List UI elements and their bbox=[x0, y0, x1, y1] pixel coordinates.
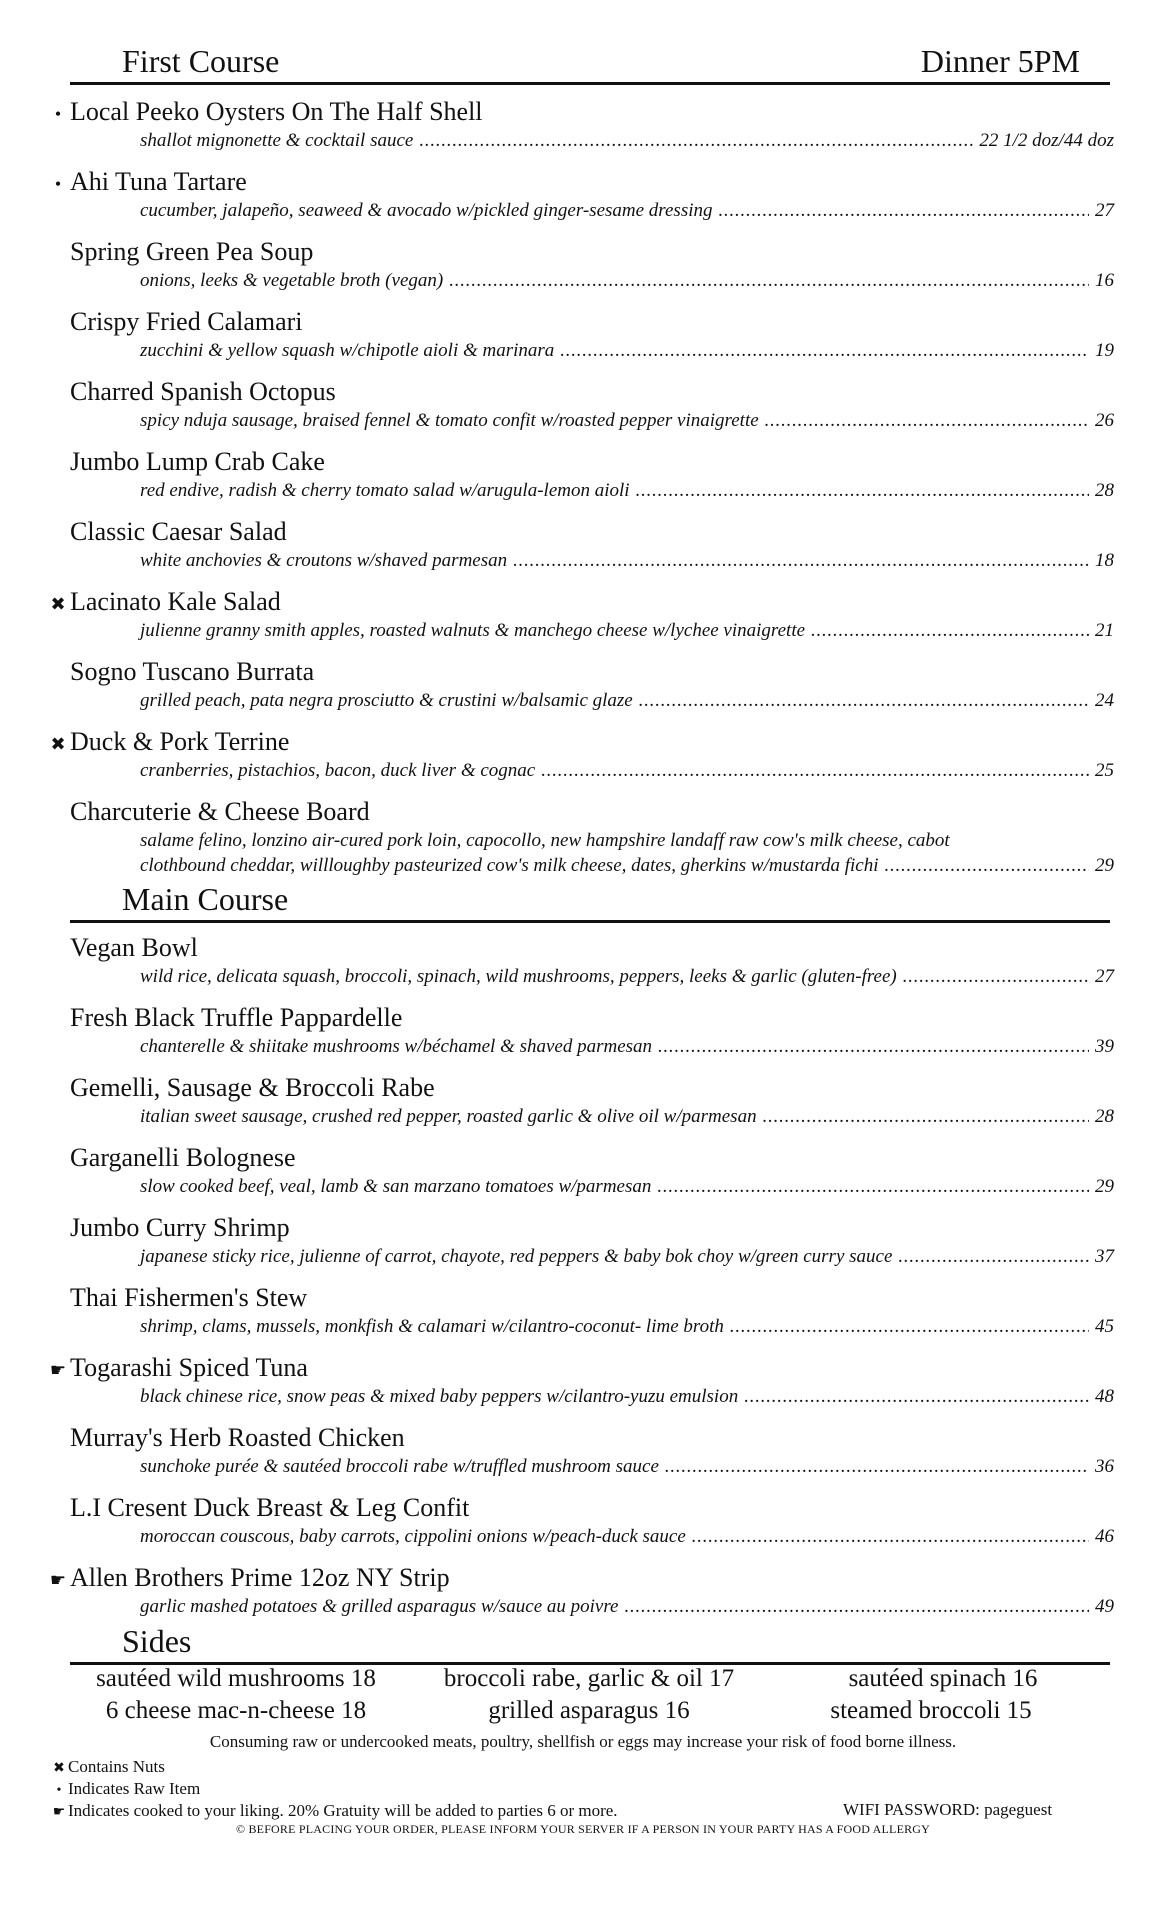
first-course-list bbox=[0, 96, 1166, 796]
item-description: garlic mashed potatoes & grilled asparagus w/sauce au poivre bbox=[140, 1596, 619, 1617]
menu-item bbox=[0, 306, 1166, 376]
dot-leader bbox=[658, 1035, 1089, 1059]
item-price: 48 bbox=[1095, 1386, 1114, 1407]
side-item: sautéed wild mushrooms 18 bbox=[96, 1665, 376, 1692]
item-price: 28 bbox=[1095, 480, 1114, 501]
item-name: Allen Brothers Prime 12oz NY Strip bbox=[70, 1563, 450, 1592]
item-description: cucumber, jalapeño, seaweed & avocado w/pickled ginger-sesame dressing bbox=[140, 200, 713, 221]
wifi-password: WIFI PASSWORD: pageguest bbox=[843, 1800, 1053, 1819]
menu-item bbox=[0, 166, 1166, 236]
menu-item bbox=[0, 446, 1166, 516]
item-description-row bbox=[140, 1035, 1114, 1059]
item-price: 19 bbox=[1095, 340, 1114, 361]
menu-item bbox=[0, 586, 1166, 656]
item-description: julienne granny smith apples, roasted walnuts & manchego cheese w/lychee vinaigrette bbox=[140, 620, 806, 641]
section-title: Sides bbox=[122, 1623, 192, 1659]
legend-item bbox=[50, 1756, 618, 1778]
raw-item-icon: • bbox=[54, 174, 62, 194]
item-name: Crispy Fried Calamari bbox=[70, 307, 303, 336]
item-description: red endive, radish & cherry tomato salad w/arugula-lemon aioli bbox=[140, 480, 630, 501]
item-description-row bbox=[140, 1595, 1114, 1619]
main-course-list bbox=[0, 932, 1166, 1632]
dot-leader bbox=[763, 1105, 1089, 1129]
item-price: 26 bbox=[1095, 410, 1114, 431]
dot-leader bbox=[560, 339, 1089, 363]
menu-item bbox=[0, 1072, 1166, 1142]
side-item: sautéed spinach 16 bbox=[848, 1665, 1038, 1692]
item-name: Charred Spanish Octopus bbox=[70, 377, 336, 406]
menu-item bbox=[0, 1492, 1166, 1562]
item-description: white anchovies & croutons w/shaved parmesan bbox=[140, 550, 508, 571]
menu-item bbox=[0, 1212, 1166, 1282]
item-description-row bbox=[140, 965, 1114, 989]
item-name: Duck & Pork Terrine bbox=[70, 727, 290, 756]
menu-item bbox=[0, 1282, 1166, 1352]
side-item: 6 cheese mac-n-cheese 18 bbox=[105, 1697, 367, 1724]
item-description-row bbox=[140, 339, 1114, 363]
item-description: japanese sticky rice, julienne of carrot, chayote, red peppers & baby bok choy w/green curry sauce bbox=[140, 1246, 893, 1267]
charcuterie-block bbox=[0, 796, 1166, 882]
dot-leader bbox=[765, 409, 1089, 433]
menu-item bbox=[0, 932, 1166, 1002]
first-course-header bbox=[70, 42, 1110, 85]
raw-food-notice: Consuming raw or undercooked meats, poultry, shellfish or eggs may increase your risk of food borne illness. bbox=[209, 1732, 957, 1751]
menu-item bbox=[0, 376, 1166, 446]
sides-list bbox=[0, 1665, 1166, 1729]
item-description-row bbox=[140, 479, 1114, 503]
item-description: grilled peach, pata negra prosciutto & crustini w/balsamic glaze bbox=[140, 690, 633, 711]
menu-item bbox=[0, 236, 1166, 306]
item-name: Garganelli Bolognese bbox=[70, 1143, 296, 1172]
allergy-notice: © BEFORE PLACING YOUR ORDER, PLEASE INFORM YOUR SERVER IF A PERSON IN YOUR PARTY HAS A FOOD ALLERGY bbox=[235, 1822, 931, 1836]
item-description-row bbox=[140, 1385, 1114, 1409]
menu-item bbox=[0, 1142, 1166, 1212]
menu-item bbox=[0, 1002, 1166, 1072]
item-price: 27 bbox=[1095, 200, 1114, 221]
item-price: 27 bbox=[1095, 966, 1114, 987]
menu-item bbox=[0, 96, 1166, 166]
item-name: Togarashi Spiced Tuna bbox=[70, 1353, 308, 1382]
item-description-row bbox=[140, 1105, 1114, 1129]
dot-leader bbox=[541, 759, 1089, 783]
item-price: 24 bbox=[1095, 690, 1114, 711]
dot-leader bbox=[513, 549, 1089, 573]
item-name: Sogno Tuscano Burrata bbox=[70, 657, 315, 686]
item-description-row bbox=[140, 549, 1114, 573]
item-description: wild rice, delicata squash, broccoli, spinach, wild mushrooms, peppers, leeks & garlic (gluten-free) bbox=[140, 966, 897, 987]
menu-item bbox=[0, 1422, 1166, 1492]
item-name: Spring Green Pea Soup bbox=[70, 237, 314, 266]
item-price: 21 bbox=[1095, 620, 1114, 641]
dot-leader bbox=[449, 269, 1089, 293]
item-description: zucchini & yellow squash w/chipotle aioli & marinara bbox=[140, 340, 555, 361]
legend-item bbox=[50, 1778, 618, 1800]
item-description-row bbox=[140, 1455, 1114, 1479]
dot-leader bbox=[719, 199, 1090, 223]
dot-leader bbox=[692, 1525, 1089, 1549]
item-description-row bbox=[140, 199, 1114, 223]
item-description: shrimp, clams, mussels, monkfish & calamari w/cilantro-coconut- lime broth bbox=[140, 1316, 724, 1337]
item-description-row bbox=[140, 1245, 1114, 1269]
item-name: Charcuterie & Cheese Board bbox=[70, 797, 370, 826]
contains-nuts-icon: ✖ bbox=[50, 594, 66, 614]
legend bbox=[50, 1756, 618, 1822]
legend-item bbox=[50, 1800, 618, 1822]
side-item: broccoli rabe, garlic & oil 17 bbox=[443, 1665, 735, 1692]
item-description-row bbox=[140, 1175, 1114, 1199]
side-item: grilled asparagus 16 bbox=[488, 1697, 690, 1724]
legend-text: Indicates Raw Item bbox=[68, 1779, 201, 1798]
contains-nuts-icon: ✖ bbox=[53, 1761, 65, 1776]
item-price: 36 bbox=[1095, 1456, 1114, 1477]
section-title: Main Course bbox=[122, 881, 289, 917]
pointing-hand-icon: ☛ bbox=[49, 1570, 67, 1590]
dot-leader bbox=[636, 479, 1089, 503]
sides-row bbox=[0, 1697, 1166, 1729]
item-description-row bbox=[140, 129, 1114, 153]
sides-row bbox=[0, 1665, 1166, 1697]
item-description: salame felino, lonzino air-cured pork loin, capocollo, new hampshire landaff raw cow's milk cheese, cabot bbox=[140, 830, 950, 851]
item-name: Ahi Tuna Tartare bbox=[70, 167, 247, 196]
item-description: onions, leeks & vegetable broth (vegan) bbox=[140, 270, 444, 291]
item-name: Local Peeko Oysters On The Half Shell bbox=[70, 97, 483, 126]
item-price: 49 bbox=[1095, 1596, 1114, 1617]
item-description-row bbox=[140, 1315, 1114, 1339]
raw-item-icon: • bbox=[54, 104, 62, 124]
dot-leader bbox=[639, 689, 1089, 713]
item-description: spicy nduja sausage, braised fennel & tomato confit w/roasted pepper vinaigrette bbox=[140, 410, 759, 431]
item-name: Classic Caesar Salad bbox=[70, 517, 287, 546]
item-name: Jumbo Curry Shrimp bbox=[70, 1213, 290, 1242]
item-description-row bbox=[140, 409, 1114, 433]
side-item: steamed broccoli 15 bbox=[830, 1697, 1032, 1724]
item-price: 25 bbox=[1095, 760, 1114, 781]
item-name: Gemelli, Sausage & Broccoli Rabe bbox=[70, 1073, 435, 1102]
item-name: Lacinato Kale Salad bbox=[70, 587, 281, 616]
raw-item-icon: • bbox=[56, 1783, 62, 1798]
pointing-hand-icon: ☛ bbox=[49, 1360, 67, 1380]
menu-item bbox=[0, 656, 1166, 726]
dot-leader bbox=[898, 1245, 1089, 1269]
item-name: Murray's Herb Roasted Chicken bbox=[70, 1423, 405, 1452]
item-price: 39 bbox=[1095, 1036, 1114, 1057]
item-description: sunchoke purée & sautéed broccoli rabe w/truffled mushroom sauce bbox=[140, 1456, 659, 1477]
item-description-row bbox=[140, 759, 1114, 783]
item-name: Vegan Bowl bbox=[70, 933, 198, 962]
item-description: shallot mignonette & cocktail sauce bbox=[140, 130, 414, 151]
item-price: 45 bbox=[1095, 1316, 1114, 1337]
item-price: 37 bbox=[1095, 1246, 1114, 1267]
section-title: First Course bbox=[122, 43, 280, 79]
item-price: 16 bbox=[1095, 270, 1114, 291]
menu-item bbox=[0, 726, 1166, 796]
item-description-row bbox=[140, 689, 1114, 713]
contains-nuts-icon: ✖ bbox=[50, 734, 66, 754]
item-description: slow cooked beef, veal, lamb & san marzano tomatoes w/parmesan bbox=[140, 1176, 652, 1197]
menu-item bbox=[0, 1352, 1166, 1422]
item-description: italian sweet sausage, crushed red pepper, roasted garlic & olive oil w/parmesan bbox=[140, 1106, 757, 1127]
item-description: cranberries, pistachios, bacon, duck liver & cognac bbox=[140, 760, 536, 781]
item-description-row bbox=[140, 854, 1114, 878]
service-time: Dinner 5PM bbox=[920, 43, 1080, 79]
item-description: black chinese rice, snow peas & mixed baby peppers w/cilantro-yuzu emulsion bbox=[140, 1386, 739, 1407]
item-price: 46 bbox=[1095, 1526, 1114, 1547]
legend-text: Contains Nuts bbox=[68, 1757, 165, 1776]
dot-leader bbox=[884, 854, 1089, 878]
item-name: Jumbo Lump Crab Cake bbox=[70, 447, 325, 476]
item-description: chanterelle & shiitake mushrooms w/béchamel & shaved parmesan bbox=[140, 1036, 653, 1057]
item-name: Thai Fishermen's Stew bbox=[70, 1283, 308, 1312]
item-description-row bbox=[140, 619, 1114, 643]
item-price: 29 bbox=[1095, 855, 1114, 876]
menu-item bbox=[0, 516, 1166, 586]
item-price: 22 1/2 doz/44 doz bbox=[979, 130, 1114, 151]
dot-leader bbox=[657, 1175, 1089, 1199]
dot-leader bbox=[811, 619, 1089, 643]
item-name: L.I Cresent Duck Breast & Leg Confit bbox=[70, 1493, 470, 1522]
item-description: moroccan couscous, baby carrots, cippolini onions w/peach-duck sauce bbox=[140, 1526, 686, 1547]
dot-leader bbox=[665, 1455, 1089, 1479]
dot-leader bbox=[419, 129, 973, 153]
sides-header bbox=[70, 1622, 1110, 1665]
item-price: 29 bbox=[1095, 1176, 1114, 1197]
dot-leader bbox=[744, 1385, 1089, 1409]
item-description-row bbox=[140, 1525, 1114, 1549]
item-description: clothbound cheddar, willloughby pasteurized cow's milk cheese, dates, gherkins w/mustarda fichi bbox=[140, 855, 879, 876]
item-price: 28 bbox=[1095, 1106, 1114, 1127]
dot-leader bbox=[903, 965, 1089, 989]
item-description-row bbox=[140, 269, 1114, 293]
menu-item bbox=[0, 796, 1166, 882]
pointing-hand-icon: ☛ bbox=[52, 1805, 66, 1820]
legend-text: Indicates cooked to your liking. 20% Gratuity will be added to parties 6 or more. bbox=[68, 1801, 618, 1820]
dot-leader bbox=[730, 1315, 1089, 1339]
dot-leader bbox=[625, 1595, 1090, 1619]
main-course-header bbox=[70, 880, 1110, 923]
item-name: Fresh Black Truffle Pappardelle bbox=[70, 1003, 403, 1032]
item-price: 18 bbox=[1095, 550, 1114, 571]
